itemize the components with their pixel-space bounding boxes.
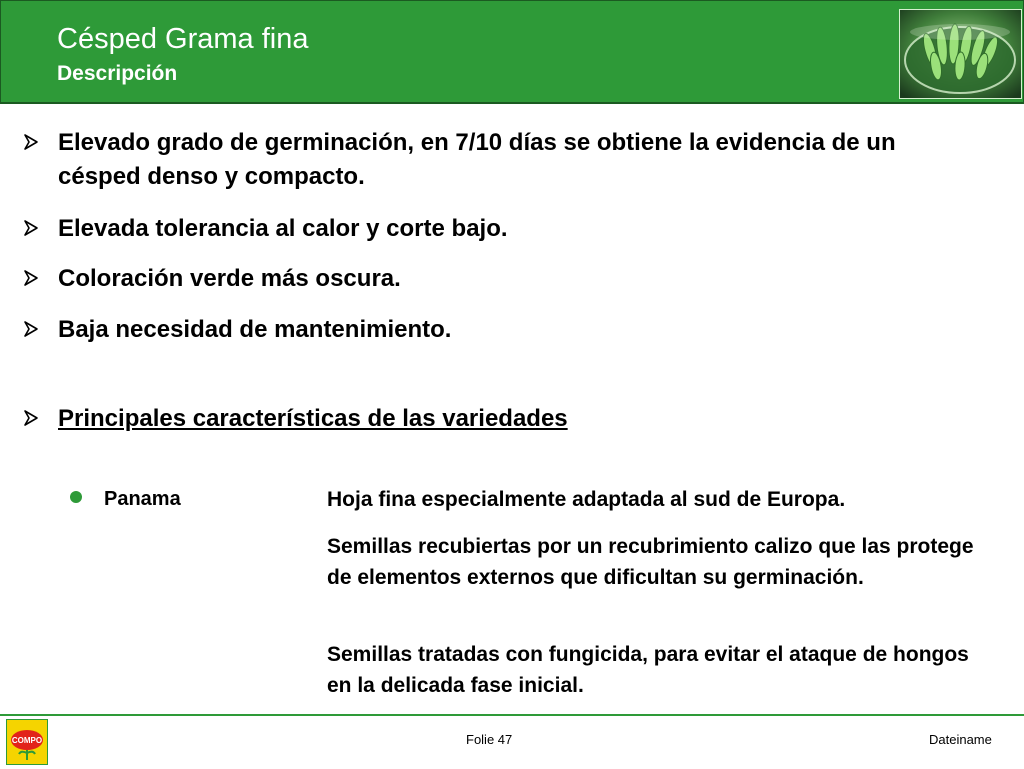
footer-divider (0, 714, 1024, 716)
header-bar (0, 0, 1024, 104)
green-dot-bullet-icon (70, 491, 82, 503)
slide-subtitle: Descripción (57, 62, 178, 85)
bullet-text: Baja necesidad de mantenimiento. (58, 316, 452, 343)
variety-name: Panama (104, 488, 181, 510)
slide-number: Folie 47 (466, 732, 513, 747)
logo-text: COMPO (11, 736, 43, 745)
arrow-bullet-icon (22, 125, 44, 159)
section-heading: Principales características de las variedades (58, 405, 568, 432)
arrow-bullet-icon (22, 312, 44, 346)
bullet-text: Coloración verde más oscura. (58, 265, 401, 292)
bullet-text: Elevado grado de germinación, en 7/10 días se obtiene la evidencia de un césped denso y compacto. (58, 129, 896, 190)
arrow-bullet-icon (22, 401, 44, 435)
variety-description: Semillas tratadas con fungicida, para evitar el ataque de hongos en la delicada fase inicial. (327, 643, 969, 697)
arrow-bullet-icon (22, 261, 44, 295)
slide-title: Césped Grama fina (57, 23, 309, 55)
variety-description: Semillas recubiertas por un recubrimiento calizo que las protege de elementos externos que dificultan su germinación. (327, 535, 974, 589)
variety-description: Hoja fina especialmente adaptada al sud de Europa. (327, 488, 846, 511)
arrow-bullet-icon (22, 211, 44, 245)
bullet-text: Elevada tolerancia al calor y corte bajo. (58, 215, 508, 242)
file-name: Dateiname (929, 732, 992, 747)
compo-logo (6, 719, 48, 765)
grass-bowl-image (899, 9, 1022, 99)
